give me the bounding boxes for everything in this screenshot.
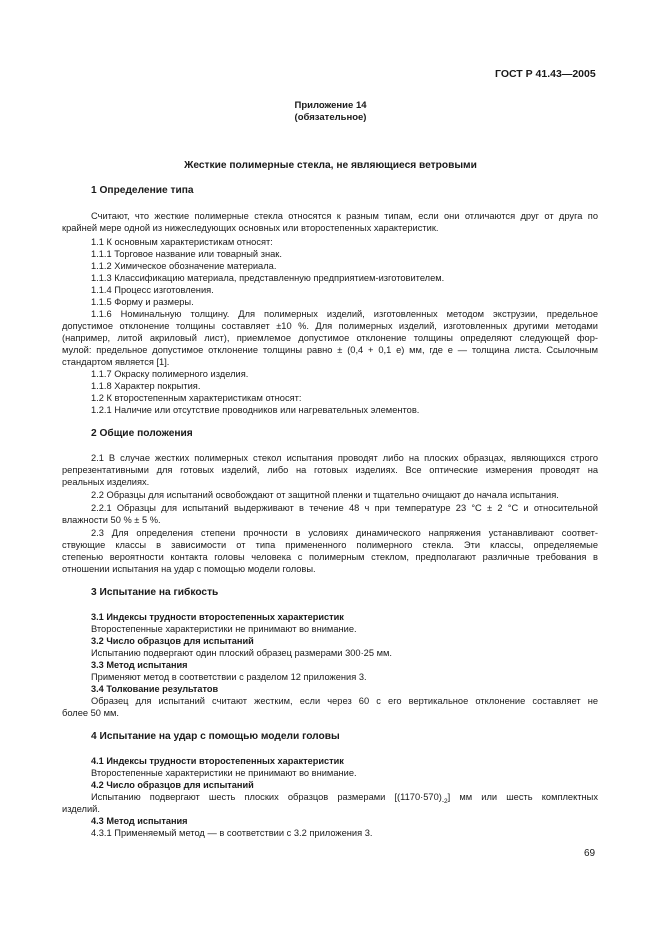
subsection-heading: 3.2 Число образцов для испытаний	[91, 636, 254, 646]
list-item: 1.1.5 Форму и размеры.	[91, 297, 194, 307]
paragraph: репрезентативными для готовых изделий, либо на готовых изделиях. Все оптические измерения проводят на	[62, 465, 598, 475]
paragraph: Испытанию подвергают один плоский образец размерами 300·25 мм.	[91, 648, 392, 658]
appendix-status: (обязательное)	[294, 112, 367, 123]
section-2-heading: 2 Общие положения	[91, 428, 193, 439]
paragraph: Второстепенные характеристики не принимают во внимание.	[91, 768, 357, 778]
paragraph: реальных изделиях.	[62, 477, 150, 487]
paragraph: степенью вероятности контакта головы человека с полимерным стеклом, предполагают различные требования в	[62, 552, 598, 562]
list-item: 1.1.8 Характер покрытия.	[91, 381, 201, 391]
subsection-heading: 4.1 Индексы трудности второстепенных характеристик	[91, 756, 344, 766]
paragraph: изделий.	[62, 804, 100, 814]
paragraph: 2.2 Образцы для испытаний освобождают от защитной пленки и тщательно очищают до начала испытания.	[91, 490, 559, 500]
paragraph: Применяют метод в соответствии с разделом 12 приложения 3.	[91, 672, 367, 682]
paragraph: стандартом является [1].	[62, 357, 170, 367]
list-item: 1.1 К основным характеристикам относят:	[91, 237, 273, 247]
paragraph: Считают, что жесткие полимерные стекла относятся к разным типам, если они отличаются друг от друга по	[91, 211, 598, 221]
paragraph: 4.3.1 Применяемый метод — в соответствии с 3.2 приложения 3.	[91, 828, 373, 838]
page-number: 69	[584, 848, 596, 859]
section-1-heading: 1 Определение типа	[91, 185, 194, 196]
paragraph: допустимое отклонение толщины составляет ±10 %. Для полимерных изделий, изготовленных другими методами	[62, 321, 598, 331]
paragraph: 2.3 Для определения степени прочности в условиях динамического напряжения устанавливают соответ-	[91, 528, 598, 538]
list-item: 1.1.3 Классификацию материала, представленную предприятием-изготовителем.	[91, 273, 445, 283]
list-item: 1.2.1 Наличие или отсутствие проводников или нагревательных элементов.	[91, 405, 420, 415]
subsection-heading: 3.1 Индексы трудности второстепенных характеристик	[91, 612, 344, 622]
appendix-title: Приложение 14	[294, 100, 367, 111]
paragraph: 2.1 В случае жестких полимерных стекол испытания проводят либо на плоских образцах, являющихся строго	[91, 453, 598, 463]
paragraph: (например, литой акриловый лист), приемлемое допустимое отклонение толщины определяют следующей фор-	[62, 333, 598, 343]
section-3-heading: 3 Испытание на гибкость	[91, 587, 219, 598]
section-4-heading: 4 Испытание на удар с помощью модели головы	[91, 731, 340, 742]
paragraph: Испытанию подвергают шесть плоских образцов размерами $[(1170\cdot 570)_{-2}]$ мм или шесть комплектных	[91, 792, 598, 805]
list-item: 1.1.7 Окраску полимерного изделия.	[91, 369, 249, 379]
paragraph: 2.2.1 Образцы для испытаний выдерживают в течение 48 ч при температуре 23 °С ± 2 °С и относительной	[91, 503, 598, 513]
list-item: 1.1.4 Процесс изготовления.	[91, 285, 214, 295]
paragraph: ствующие классы в зависимости от типа примененного полимерного стекла. Эти классы, определяемые	[62, 540, 598, 550]
paragraph: 1.1.6 Номинальную толщину. Для полимерных изделий, изготовленных методом экструзии, предельное	[91, 309, 598, 319]
document-title: Жесткие полимерные стекла, не являющиеся ветровыми	[184, 160, 477, 171]
paragraph: более 50 мм.	[62, 708, 119, 718]
paragraph: Второстепенные характеристики не принимают во внимание.	[91, 624, 357, 634]
standard-number: ГОСТ Р 41.43—2005	[495, 68, 596, 80]
paragraph: мулой: предельное допустимое отклонение толщины равно ± (0,4 + 0,1 е) мм, где е — толщина листа. Ссылочным	[62, 345, 598, 355]
paragraph: влажности 50 % ± 5 %.	[62, 515, 161, 525]
subsection-heading: 4.2 Число образцов для испытаний	[91, 780, 254, 790]
list-item: 1.1.2 Химическое обозначение материала.	[91, 261, 277, 271]
subsection-heading: 4.3 Метод испытания	[91, 816, 188, 826]
list-item: 1.1.1 Торговое название или товарный знак.	[91, 249, 282, 259]
subsection-heading: 3.3 Метод испытания	[91, 660, 188, 670]
paragraph: Образец для испытаний считают жестким, если через 60 с его вертикальное отклонение составляет не	[91, 696, 598, 706]
subsection-heading: 3.4 Толкование результатов	[91, 684, 219, 694]
paragraph: крайней мере одной из нижеследующих основных или второстепенных характеристик.	[62, 223, 439, 233]
list-item: 1.2 К второстепенным характеристикам относят:	[91, 393, 302, 403]
paragraph: отношении испытания на удар с помощью модели головы.	[62, 564, 316, 574]
